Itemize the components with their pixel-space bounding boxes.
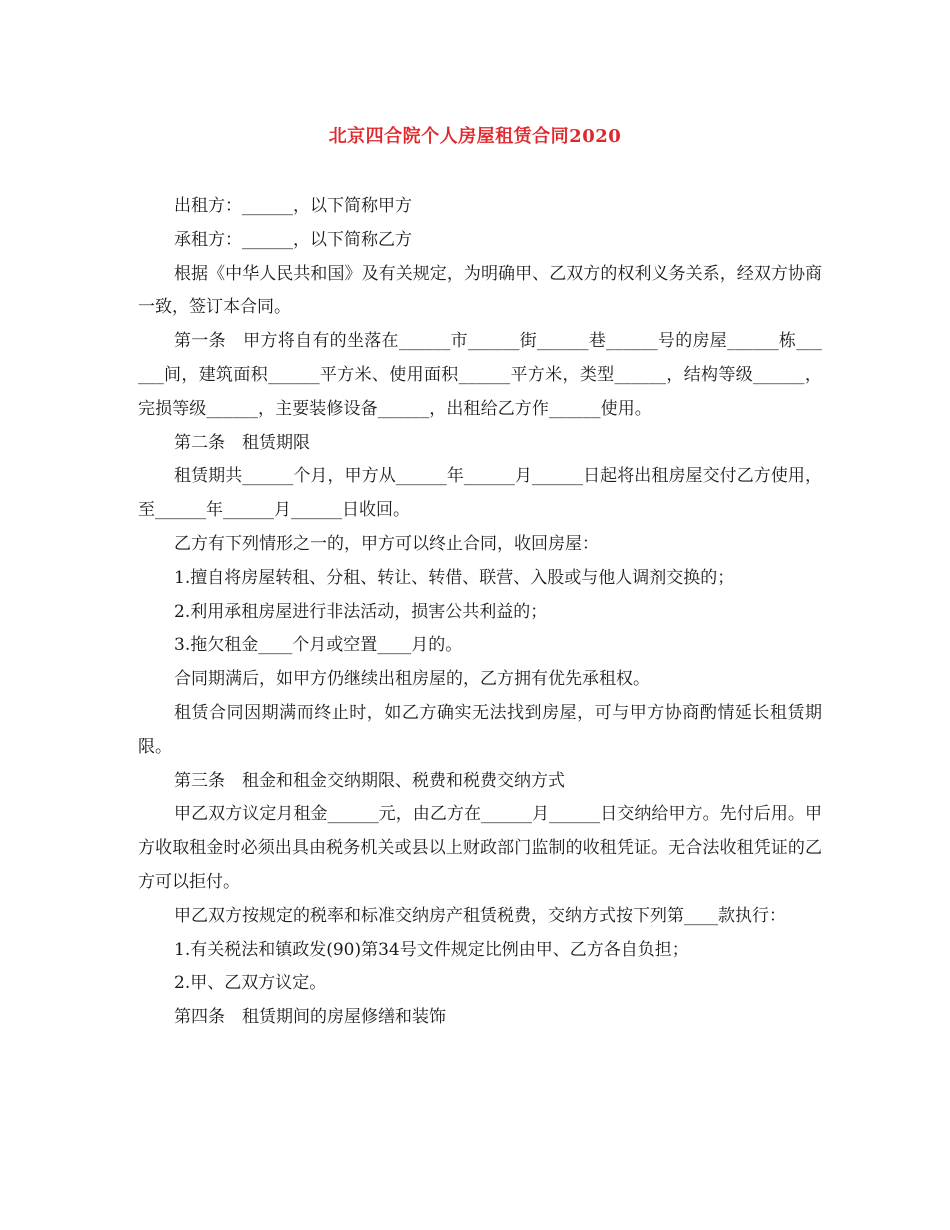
list-item-termination-3: 3.拖欠租金____个月或空置____月的。 (174, 635, 463, 656)
paragraph-termination-intro: 乙方有下列情形之一的，甲方可以终止合同，收回房屋： (174, 533, 599, 554)
list-item-termination-1: 1.擅自将房屋转租、分租、转让、转借、联营、入股或与他人调剂交换的； (174, 567, 735, 588)
paragraph-priority-right: 合同期满后，如甲方仍继续出租房屋的，乙方拥有优先承租权。 (174, 669, 650, 690)
paragraph-extension: 租赁合同因期满而终止时，如乙方确实无法找到房屋，可与甲方协商酌情延长租赁期限。 (138, 702, 822, 757)
paragraph-lessee: 承租方：______，以下简称乙方 (174, 229, 412, 250)
paragraph-preamble: 根据《中华人民共和国》及有关规定，为明确甲、乙双方的权利义务关系，经双方协商一致，签订本合同。 (138, 263, 822, 318)
document-title: 北京四合院个人房屋租赁合同2020 (328, 126, 622, 147)
paragraph-taxes: 甲乙双方按规定的税率和标准交纳房产租赁税费，交纳方式按下列第____款执行： (174, 905, 786, 926)
list-item-termination-2: 2.利用承租房屋进行非法活动，损害公共利益的； (174, 601, 548, 622)
paragraph-lease-term: 租赁期共______个月，甲方从______年______月______日起将出租房屋交付乙方使用，至______年______月______日收回。 (138, 466, 822, 521)
heading-article-3: 第三条 租金和租金交纳期限、税费和税费交纳方式 (174, 770, 565, 791)
document-body (138, 190, 822, 1035)
list-item-tax-1: 1.有关税法和镇政发(90)第34号文件规定比例由甲、乙方各自负担； (174, 939, 689, 960)
heading-article-4: 第四条 租赁期间的房屋修缮和装饰 (174, 1007, 446, 1028)
paragraph-rent: 甲乙双方议定月租金______元，由乙方在______月______日交纳给甲方。先付后用。甲方收取租金时必须出具由税务机关或县以上财政部门监制的收租凭证。无合法收租凭证的乙方可以拒付。 (138, 804, 822, 892)
paragraph-lessor: 出租方：______，以下简称甲方 (174, 196, 412, 216)
list-item-tax-2: 2.甲、乙双方议定。 (174, 973, 327, 994)
paragraph-article-1: 第一条 甲方将自有的坐落在______市______街______巷______号的房屋______栋______间，建筑面积______平方米、使用面积______平方米，类型______，结构等级______，完损等级______，主要装修设备______，出租给乙方作______使用。 (138, 331, 822, 419)
heading-article-2: 第二条 租赁期限 (174, 432, 310, 453)
